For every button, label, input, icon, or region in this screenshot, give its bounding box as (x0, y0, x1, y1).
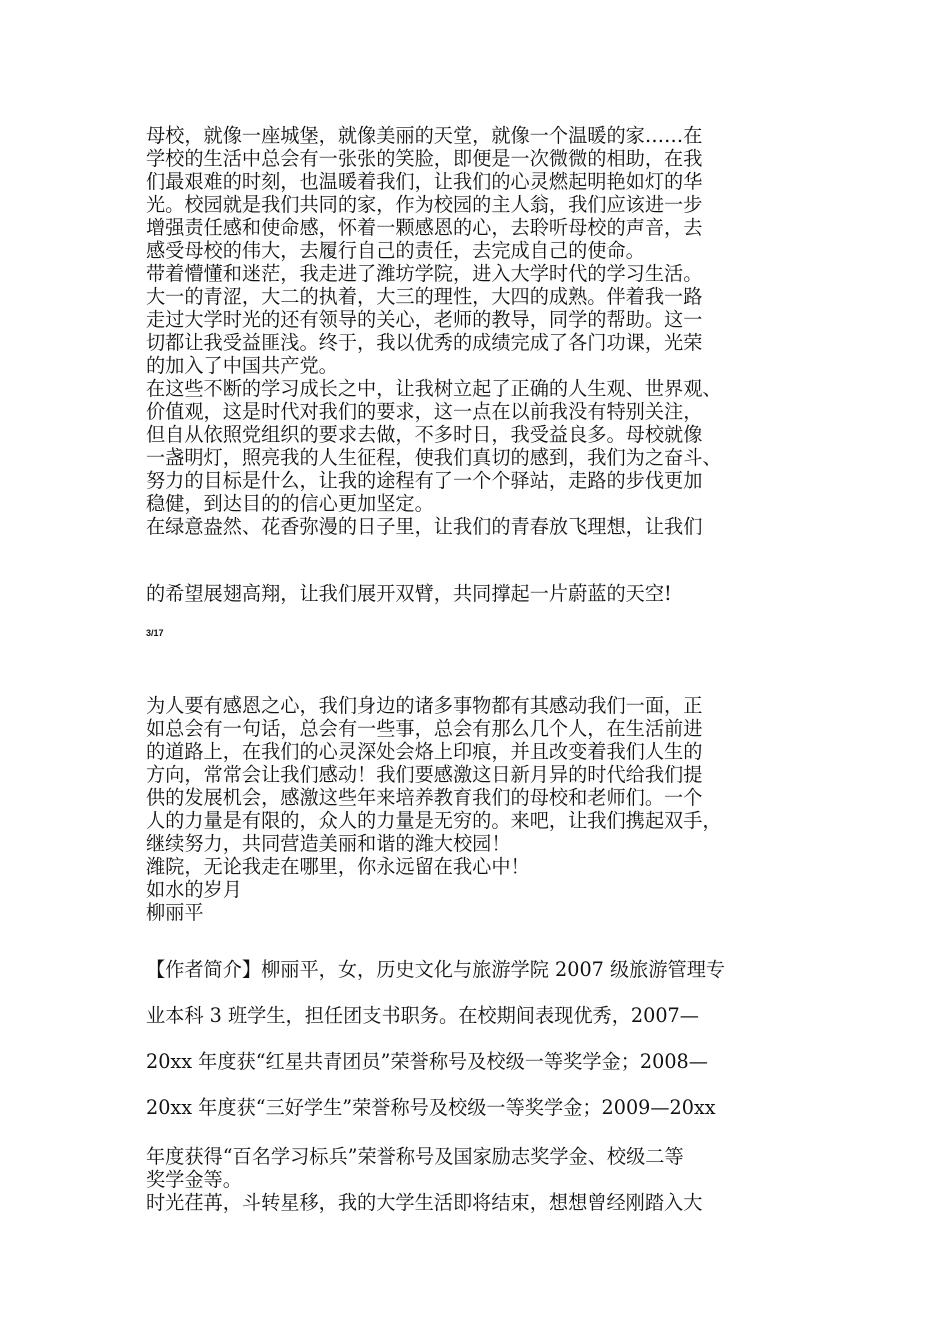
author-name: 柳丽平 (146, 901, 204, 924)
text-line: 的希望展翅高翔，让我们展开双臂，共同撑起一片蔚蓝的天空! (146, 582, 672, 605)
text-line: 光。校园就是我们共同的家，作为校园的主人翁，我们应该进一步 (146, 193, 703, 216)
text-line: 人的力量是有限的，众人的力量是无穷的。来吧，让我们携起双手， (146, 809, 722, 832)
text-line: 年度获得“百名学习标兵”荣誉称号及国家励志奖学金、校级二等 (146, 1145, 684, 1168)
text-line: 在绿意盎然、花香弥漫的日子里，让我们的青春放飞理想，让我们 (146, 515, 703, 538)
author-bio (146, 947, 806, 1131)
text-line: 走过大学时光的还有领导的关心，老师的教导，同学的帮助。这一 (146, 308, 703, 331)
text-line: 价值观，这是时代对我们的要求，这一点在以前我没有特别关注， (146, 400, 703, 423)
page-number: 3/17 (146, 628, 164, 638)
text-line: 一盏明灯，照亮我的人生征程，使我们真切的感到，我们为之奋斗、 (146, 446, 722, 469)
paragraph-gratitude (146, 694, 806, 924)
text-line: 【作者简介】柳丽平，女，历史文化与旅游学院 2007 级旅游管理专 (146, 958, 726, 981)
text-line: 20xx 年度获“红星共青团员”荣誉称号及校级一等奖学金；2008— (146, 1050, 708, 1073)
text-line: 努力的目标是什么，让我的途程有了一个个驿站，走路的步伐更加 (146, 469, 703, 492)
text-line: 供的发展机会，感激这些年来培养教育我们的母校和老师们。一个 (146, 786, 703, 809)
text-line: 母校，就像一座城堡，就像美丽的天堂，就像一个温暖的家……在 (146, 124, 703, 147)
text-line: 们最艰难的时刻，也温暖着我们，让我们的心灵燃起明艳如灯的华 (146, 170, 703, 193)
text-line: 的道路上，在我们的心灵深处会烙上印痕，并且改变着我们人生的 (146, 740, 703, 763)
text-line: 20xx 年度获“三好学生”荣誉称号及校级一等奖学金；2009—20xx (146, 1096, 716, 1119)
text-line: 但自从依照党组织的要求去做，不多时日，我受益良多。母校就像 (146, 423, 703, 446)
text-line: 为人要有感恩之心，我们身边的诸多事物都有其感动我们一面，正 (146, 694, 703, 717)
text-line: 继续努力，共同营造美丽和谐的潍大校园！ (146, 832, 511, 855)
text-line: 在这些不断的学习成长之中，让我树立起了正确的人生观、世界观、 (146, 377, 722, 400)
text-line: 奖学金等。 (146, 1168, 242, 1191)
paragraph-alma-mater (146, 124, 806, 538)
text-line: 切都让我受益匪浅。终于，我以优秀的成绩完成了各门功课，光荣 (146, 331, 703, 354)
text-line: 大一的青涩，大二的执着，大三的理性，大四的成熟。伴着我一路 (146, 285, 703, 308)
text-line: 如总会有一句话，总会有一些事，总会有那么几个人，在生活前进 (146, 717, 703, 740)
essay-title: 如水的岁月 (146, 878, 242, 901)
paragraph-closing (146, 571, 806, 617)
paragraph-bio-end (146, 1145, 806, 1214)
text-line: 学校的生活中总会有一张张的笑脸，即便是一次微微的相助，在我 (146, 147, 703, 170)
text-line: 时光荏苒，斗转星移，我的大学生活即将结束，想想曾经刚踏入大 (146, 1191, 703, 1214)
text-line: 带着懵懂和迷茫，我走进了潍坊学院，进入大学时代的学习生活。 (146, 262, 703, 285)
text-line: 潍院，无论我走在哪里，你永远留在我心中！ (146, 855, 530, 878)
text-line: 的加入了中国共产党。 (146, 354, 338, 377)
text-line: 感受母校的伟大，去履行自己的责任，去完成自己的使命。 (146, 239, 645, 262)
text-line: 方向，常常会让我们感动！我们要感激这日新月异的时代给我们提 (146, 763, 703, 786)
text-line: 增强责任感和使命感，怀着一颗感恩的心，去聆听母校的声音，去 (146, 216, 703, 239)
text-line: 稳健，到达目的的信心更加坚定。 (146, 492, 434, 515)
text-line: 业本科 3 班学生，担任团支书职务。在校期间表现优秀，2007— (146, 1004, 699, 1027)
